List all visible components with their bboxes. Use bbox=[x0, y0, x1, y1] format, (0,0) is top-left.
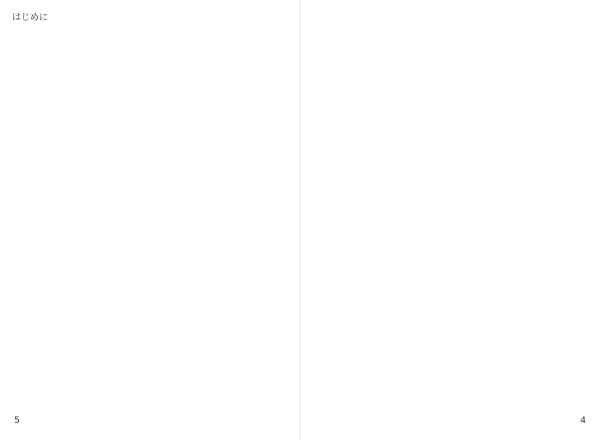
right-page bbox=[301, 0, 600, 440]
left-page-body bbox=[15, 42, 283, 402]
left-page-number: 5 bbox=[14, 416, 20, 426]
left-page bbox=[0, 0, 299, 440]
right-page-number: 4 bbox=[580, 416, 586, 426]
right-page-body bbox=[316, 42, 586, 402]
running-header: はじめに bbox=[12, 13, 49, 23]
